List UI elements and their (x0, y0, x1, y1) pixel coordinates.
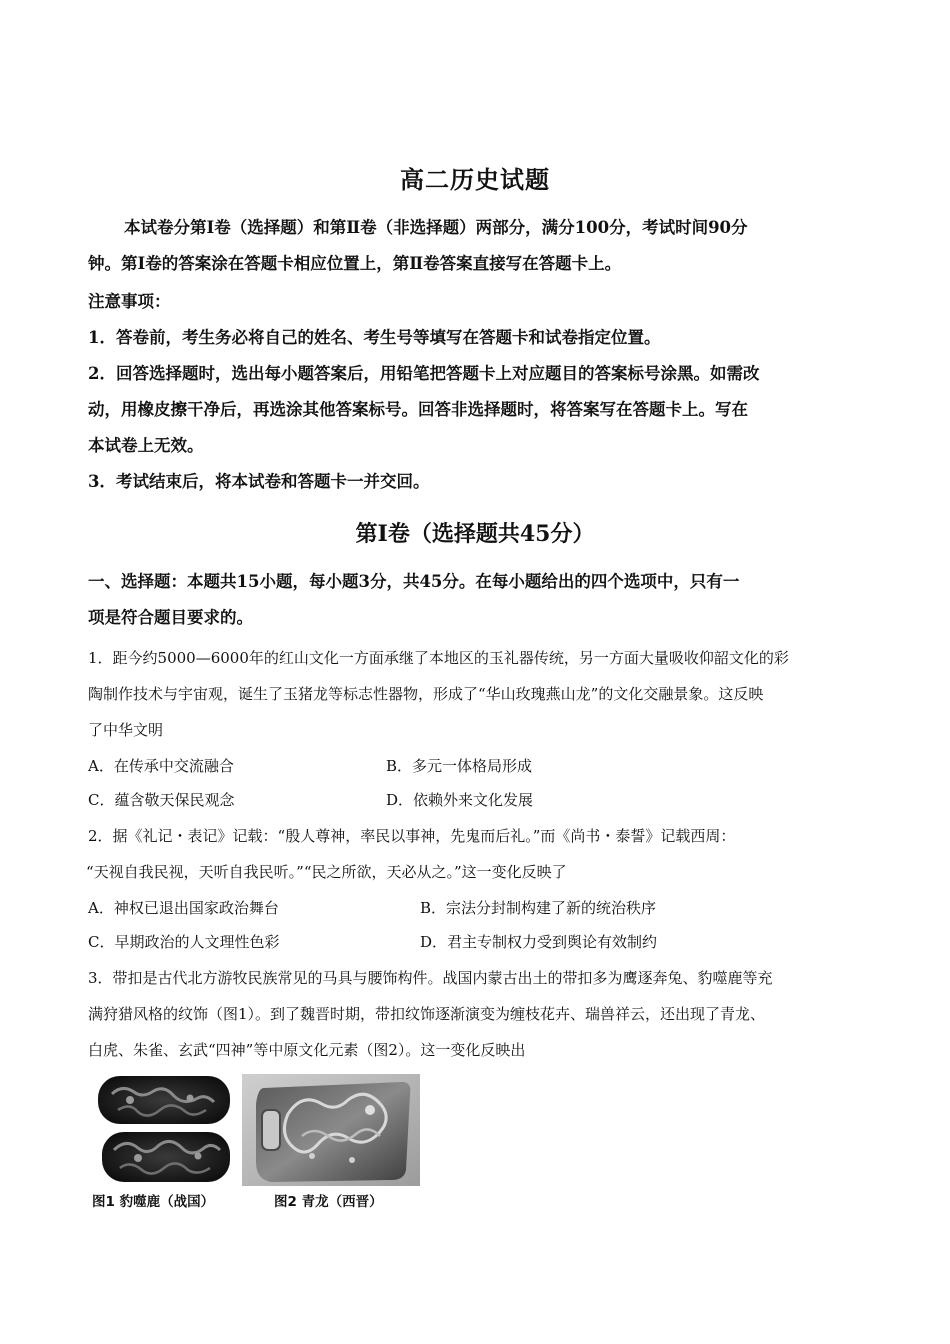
q2-stem-line-1: 2．据《礼记・表记》记载：“殷人尊神，率民以事神，先鬼而后礼。”而《尚书・泰誓》记载西周： (88, 827, 736, 845)
notice-heading: 注意事项： (88, 292, 171, 311)
section-instruction-line-2: 项是符合题目要求的。 (88, 608, 253, 627)
q3-stem-line-2: 满狩猎风格的纹饰（图1）。到了魏晋时期，带扣纹饰逐渐演变为缠枝花卉、瑞兽祥云，还出现了青龙、 (88, 1005, 766, 1023)
q1-option-c: C．蕴含敬天保民观念 (88, 791, 235, 809)
q1-stem-line-1: 1．距今约5000—6000年的红山文化一方面承继了本地区的玉礼器传统，另一方面大量吸收仰韶文化的彩 (88, 649, 789, 667)
notice-item-3: 3．考试结束后，将本试卷和答题卡一并交回。 (88, 472, 430, 491)
section-instruction-line-1: 一、选择题：本题共15小题，每小题3分，共45分。在每小题给出的四个选项中，只有一 (88, 572, 740, 591)
q3-stem-line-3: 白虎、朱雀、玄武“四神”等中原文化元素（图2）。这一变化反映出 (88, 1041, 526, 1059)
q1-option-b: B．多元一体格局形成 (386, 757, 533, 775)
figure-1-buckles-image (94, 1074, 234, 1186)
q1-option-d: D．依赖外来文化发展 (386, 791, 534, 809)
intro-line-2: 钟。第Ⅰ卷的答案涂在答题卡相应位置上，第Ⅱ卷答案直接写在答题卡上。 (88, 254, 622, 273)
figure-1-caption: 图1 豹噬鹿（战国） (92, 1194, 215, 1210)
page-title: 高二历史试题 (400, 165, 550, 194)
notice-item-2-line-3: 本试卷上无效。 (88, 436, 204, 455)
q1-stem-line-3: 了中华文明 (88, 721, 164, 739)
notice-item-2-line-1: 2．回答选择题时，选出每小题答案后，用铅笔把答题卡上对应题目的答案标号涂黑。如需改 (88, 364, 760, 383)
section-title: 第Ⅰ卷（选择题共45分） (355, 521, 595, 547)
q2-stem-line-2: “天视自我民视，天听自我民听。”“民之所欲，天必从之。”这一变化反映了 (86, 863, 567, 881)
intro-line-1: 本试卷分第Ⅰ卷（选择题）和第Ⅱ卷（非选择题）两部分，满分100分，考试时间90分 (124, 218, 748, 237)
q1-stem-line-2: 陶制作技术与宇宙观，诞生了玉猪龙等标志性器物，形成了“华山玫瑰燕山龙”的文化交融景象。这反映 (88, 685, 764, 703)
q3-stem-line-1: 3．带扣是古代北方游牧民族常见的马具与腰饰构件。战国内蒙古出土的带扣多为鹰逐奔兔、豹噬鹿等充 (88, 969, 773, 987)
q2-option-d: D．君主专制权力受到舆论有效制约 (420, 933, 658, 951)
notice-item-1: 1．答卷前，考生务必将自己的姓名、考生号等填写在答题卡和试卷指定位置。 (88, 328, 661, 347)
q2-option-a: A．神权已退出国家政治舞台 (88, 899, 279, 917)
q2-option-b: B．宗法分封制构建了新的统治秩序 (420, 899, 657, 917)
notice-item-2-line-2: 动，用橡皮擦干净后，再选涂其他答案标号。回答非选择题时，将答案写在答题卡上。写在 (88, 400, 748, 419)
figure-2-caption: 图2 青龙（西晋） (274, 1194, 383, 1210)
q2-option-c: C．早期政治的人文理性色彩 (88, 933, 280, 951)
figure-2-dragon-plaque-image (242, 1074, 420, 1186)
q1-option-a: A．在传承中交流融合 (88, 757, 234, 775)
